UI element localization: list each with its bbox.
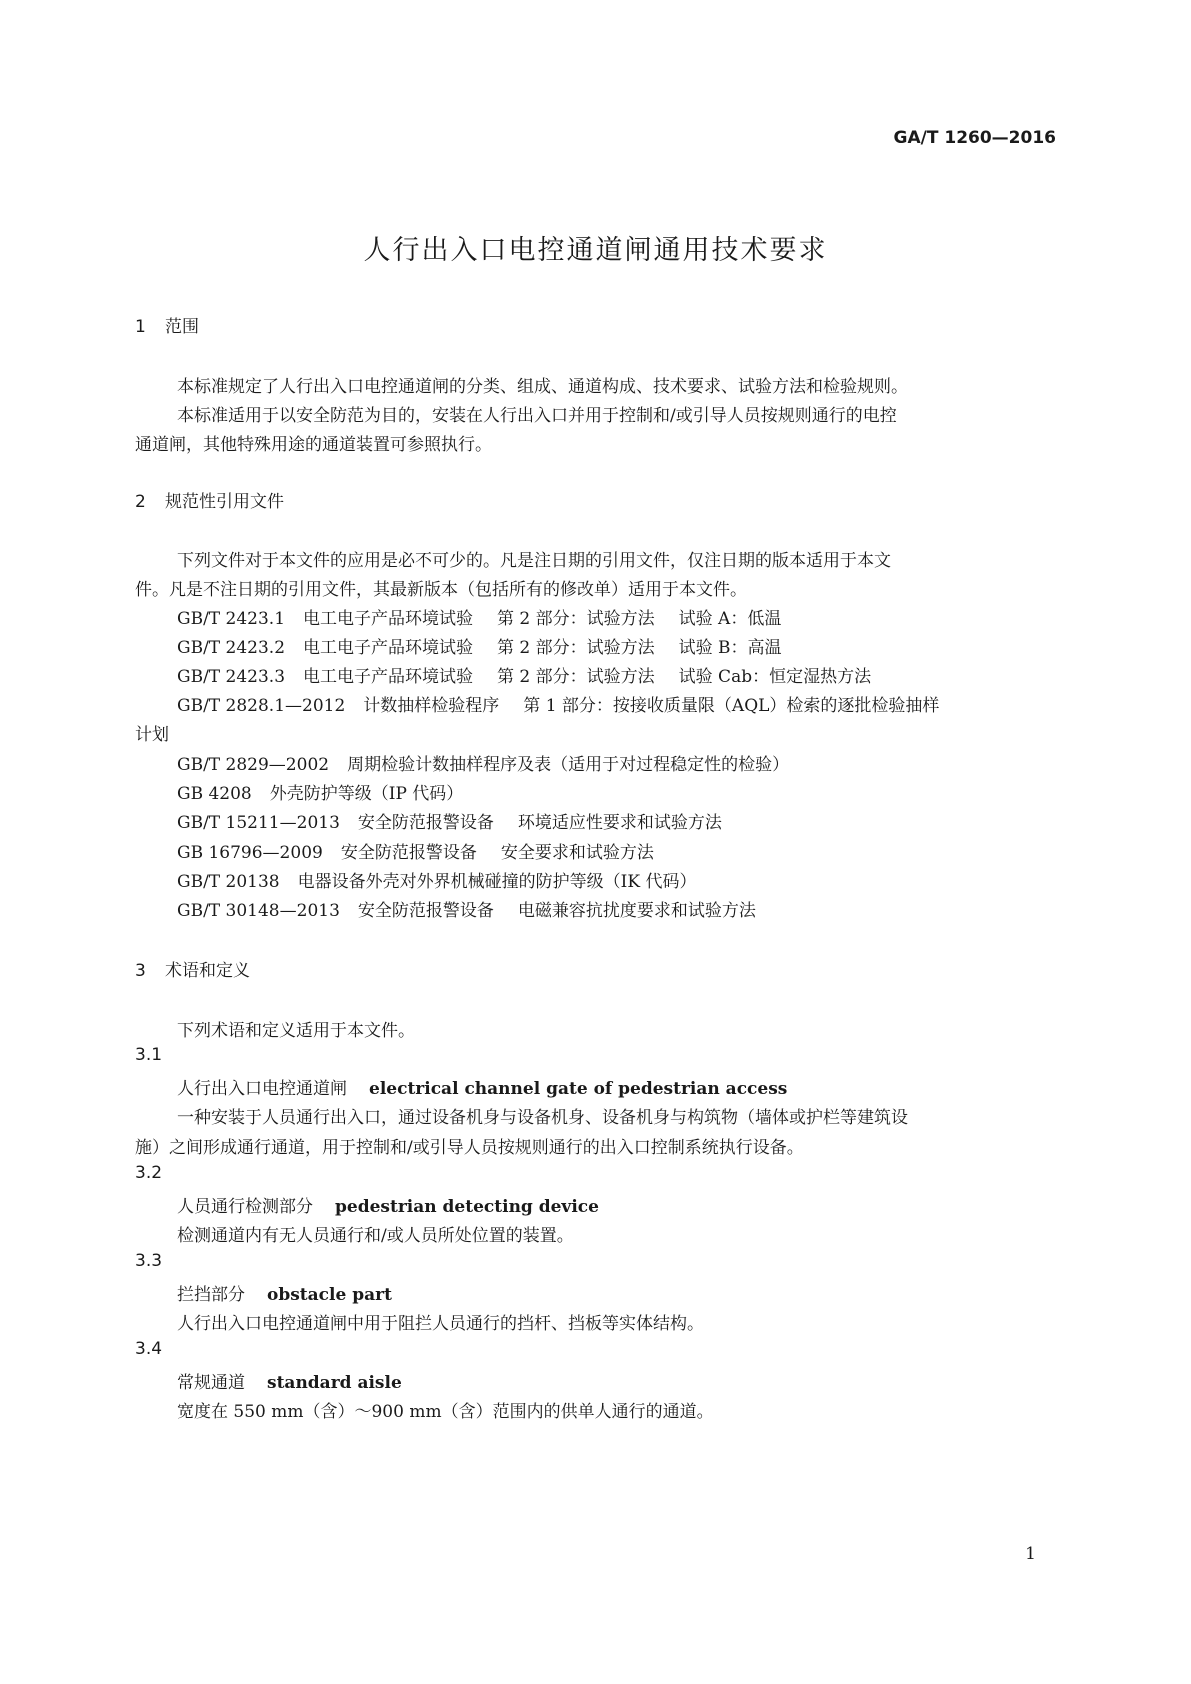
term-heading: [177, 1074, 787, 1099]
reference-part: 第 2 部分：试验方法: [497, 667, 655, 687]
reference-item: [177, 896, 756, 921]
term-zh: 常规通道: [177, 1373, 245, 1393]
reference-continuation: 计划: [135, 725, 169, 745]
term-zh: 人行出入口电控通道闸: [177, 1079, 347, 1099]
term-zh: 拦挡部分: [177, 1285, 245, 1305]
term-definition-continuation: 施）之间形成通行通道，用于控制和/或引导人员按规则通行的出入口控制系统执行设备。: [135, 1138, 804, 1158]
paragraph-continuation: 通道闸，其他特殊用途的通道装置可参照执行。: [135, 435, 492, 455]
section-2-heading: [135, 487, 284, 512]
section-number: 3: [135, 961, 146, 981]
term-heading: [177, 1280, 392, 1305]
term-definition: 宽度在 550 mm（含）～900 mm（含）范围内的供单人通行的通道。: [177, 1402, 714, 1422]
reference-sub: 试验 B：高温: [678, 638, 782, 658]
reference-title: 安全防范报警设备: [357, 901, 494, 921]
reference-part: 第 2 部分：试验方法: [497, 638, 655, 658]
section-1-heading: [135, 312, 199, 337]
reference-sub: 试验 A：低温: [678, 609, 782, 629]
reference-code: GB/T 15211—2013: [177, 813, 340, 833]
reference-code: GB 4208: [177, 784, 252, 804]
term-number: 3.2: [135, 1163, 163, 1183]
reference-item: [177, 779, 463, 804]
section-number: 2: [135, 492, 146, 512]
term-en: standard aisle: [267, 1373, 402, 1393]
term-en: pedestrian detecting device: [335, 1197, 599, 1217]
reference-title: 计数抽样检验程序: [363, 696, 500, 716]
paragraph-continuation: 件。凡是不注日期的引用文件，其最新版本（包括所有的修改单）适用于本文件。: [135, 580, 747, 600]
reference-part: 第 1 部分：按接收质量限（AQL）检索的逐批检验抽样: [523, 696, 940, 716]
term-heading: [177, 1192, 599, 1217]
section-title: 范围: [165, 317, 199, 337]
page-number: 1: [1025, 1544, 1036, 1564]
paragraph: 下列文件对于本文件的应用是必不可少的。凡是注日期的引用文件，仅注日期的版本适用于本文: [177, 551, 891, 571]
term-heading: [177, 1368, 402, 1393]
paragraph: 本标准适用于以安全防范为目的，安装在人行出入口并用于控制和/或引导人员按规则通行的电控: [177, 406, 897, 426]
reference-code: GB/T 2423.2: [177, 638, 286, 658]
reference-title: 电器设备外壳对外界机械碰撞的防护等级（IK 代码）: [297, 872, 697, 892]
reference-part: 安全要求和试验方法: [500, 843, 654, 863]
term-en: obstacle part: [267, 1285, 392, 1305]
reference-item: [177, 662, 871, 687]
reference-item: [177, 633, 782, 658]
reference-code: GB 16796—2009: [177, 843, 323, 863]
paragraph: 下列术语和定义适用于本文件。: [177, 1021, 415, 1041]
reference-title: 电工电子产品环境试验: [303, 609, 474, 629]
reference-code: GB/T 20138: [177, 872, 280, 892]
reference-title: 电工电子产品环境试验: [303, 667, 474, 687]
section-title: 术语和定义: [165, 961, 250, 981]
reference-item: [177, 604, 781, 629]
reference-code: GB/T 2828.1—2012: [177, 696, 346, 716]
document-title: 人行出入口电控通道闸通用技术要求: [363, 235, 828, 266]
term-number: 3.3: [135, 1251, 163, 1271]
reference-item: [177, 838, 654, 863]
paragraph: 本标准规定了人行出入口电控通道闸的分类、组成、通道构成、技术要求、试验方法和检验规则。: [177, 377, 908, 397]
reference-code: GB/T 30148—2013: [177, 901, 340, 921]
reference-title: 外壳防护等级（IP 代码）: [269, 784, 464, 804]
reference-sub: 试验 Cab：恒定湿热方法: [678, 667, 872, 687]
reference-title: 电工电子产品环境试验: [303, 638, 474, 658]
reference-item: [177, 808, 722, 833]
reference-title: 安全防范报警设备: [357, 813, 494, 833]
standard-code: GA/T 1260—2016: [893, 128, 1056, 148]
reference-item: [177, 750, 789, 775]
term-zh: 人员通行检测部分: [177, 1197, 313, 1217]
term-number: 3.1: [135, 1045, 163, 1065]
reference-part: 电磁兼容抗扰度要求和试验方法: [517, 901, 756, 921]
reference-title: 周期检验计数抽样程序及表（适用于对过程稳定性的检验）: [347, 755, 790, 775]
term-number: 3.4: [135, 1339, 163, 1359]
section-number: 1: [135, 317, 146, 337]
reference-title: 安全防范报警设备: [340, 843, 477, 863]
reference-part: 环境适应性要求和试验方法: [517, 813, 722, 833]
reference-item: [177, 867, 696, 892]
term-definition: 一种安装于人员通行出入口，通过设备机身与设备机身、设备机身与构筑物（墙体或护栏等建筑设: [177, 1108, 908, 1128]
term-definition: 人行出入口电控通道闸中用于阻拦人员通行的挡杆、挡板等实体结构。: [177, 1314, 704, 1334]
reference-code: GB/T 2423.1: [177, 609, 286, 629]
section-3-heading: [135, 956, 250, 981]
reference-item: [177, 691, 939, 716]
section-title: 规范性引用文件: [165, 492, 284, 512]
reference-part: 第 2 部分：试验方法: [497, 609, 655, 629]
term-definition: 检测通道内有无人员通行和/或人员所处位置的装置。: [177, 1226, 574, 1246]
reference-code: GB/T 2423.3: [177, 667, 286, 687]
term-en: electrical channel gate of pedestrian access: [369, 1079, 788, 1099]
reference-code: GB/T 2829—2002: [177, 755, 330, 775]
